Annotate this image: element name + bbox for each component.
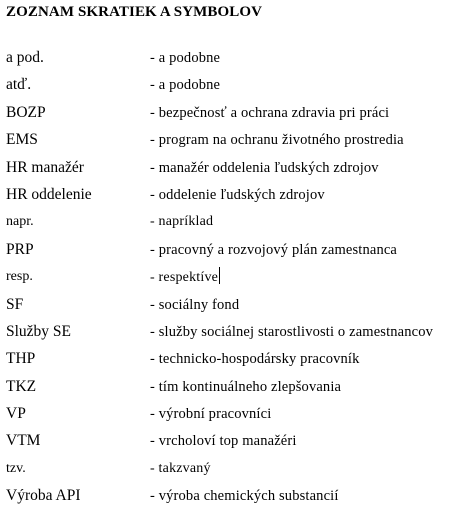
abbreviation-meaning: - pracovný a rozvojový plán zamestnanca — [150, 241, 398, 258]
list-item — [0, 158, 458, 185]
abbreviation-meaning-text: - respektíve — [150, 270, 219, 286]
list-item — [0, 75, 458, 102]
abbreviation-meaning: - a podobne — [150, 77, 221, 94]
abbreviation-meaning: - tím kontinuálneho zlepšovania — [150, 378, 342, 395]
abbreviation-meaning: - technicko-hospodársky pracovník — [150, 351, 360, 368]
abbreviation: HR manažér — [6, 158, 84, 176]
abbreviation-meaning: - napríklad — [150, 214, 214, 230]
abbreviation: a pod. — [6, 49, 44, 66]
list-item — [0, 267, 458, 294]
list-item — [0, 240, 458, 267]
list-item — [0, 185, 458, 212]
list-item — [0, 130, 458, 157]
abbreviation: PRP — [6, 240, 34, 258]
list-item — [0, 459, 458, 486]
abbreviation-meaning: - bezpečnosť a ochrana zdravia pri práci — [150, 104, 390, 121]
abbreviation-meaning: - takzvaný — [150, 460, 211, 476]
list-item — [0, 103, 458, 130]
abbreviation-meaning: - oddelenie ľudských zdrojov — [150, 186, 325, 203]
abbreviation-meaning: - výroba chemických substancií — [150, 488, 339, 505]
list-item — [0, 349, 458, 376]
list-item — [0, 295, 458, 322]
abbreviation-meaning: - služby sociálnej starostlivosti o zamestnancov — [150, 323, 434, 340]
abbreviation: HR oddelenie — [6, 185, 92, 203]
abbreviation-meaning: - manažér oddelenia ľudských zdrojov — [150, 159, 379, 176]
abbreviation: Výroba API — [6, 487, 81, 505]
list-item — [0, 48, 458, 75]
list-item — [0, 431, 458, 458]
page-title: ZOZNAM SKRATIEK A SYMBOLOV — [6, 4, 263, 20]
abbreviation-meaning: - program na ochranu životného prostredia — [150, 132, 404, 149]
abbreviation-meaning: - výrobní pracovníci — [150, 406, 272, 423]
abbreviation: Služby SE — [6, 322, 72, 340]
abbreviation: SF — [6, 295, 24, 313]
abbreviation-meaning: - sociálny fond — [150, 296, 240, 313]
abbreviation: TKZ — [6, 377, 37, 395]
list-item — [0, 322, 458, 349]
list-item — [0, 486, 458, 513]
abbreviation: VTM — [6, 432, 41, 450]
abbreviation-meaning: - a podobne — [150, 50, 221, 66]
abbreviation: THP — [6, 350, 36, 368]
abbreviation: EMS — [6, 131, 38, 149]
abbreviation: VP — [6, 405, 26, 423]
abbreviation-list — [0, 48, 458, 514]
abbreviation-meaning — [150, 267, 220, 288]
text-cursor — [219, 267, 220, 284]
list-item — [0, 377, 458, 404]
abbreviation: BOZP — [6, 103, 46, 121]
abbreviation: napr. — [6, 214, 34, 230]
abbreviation: atď. — [6, 76, 32, 94]
abbreviation: tzv. — [6, 460, 26, 476]
list-item — [0, 212, 458, 239]
list-item — [0, 404, 458, 431]
abbreviation: resp. — [6, 269, 33, 285]
abbreviation-meaning: - vrcholoví top manažéri — [150, 433, 297, 450]
